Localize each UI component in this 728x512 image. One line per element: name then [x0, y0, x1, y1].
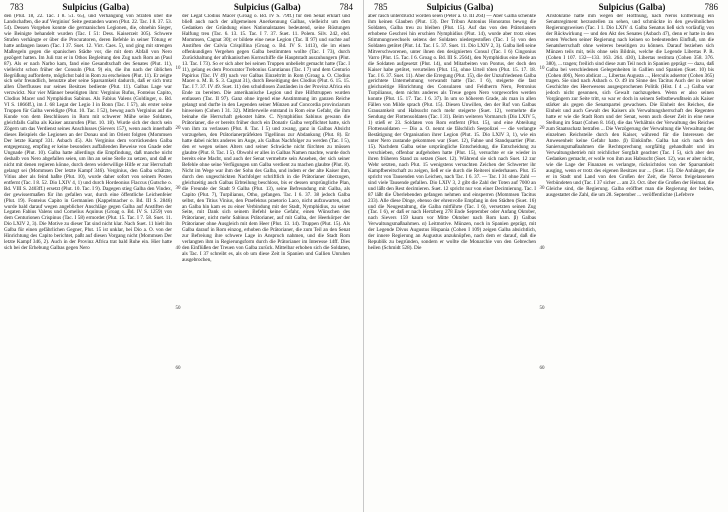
line-number: 50 — [539, 306, 545, 311]
page-header — [374, 2, 718, 14]
line-number: 40 — [539, 246, 545, 251]
page-header — [10, 2, 353, 14]
page-number: 785 — [374, 2, 388, 12]
running-title: Sulpicius (Galba) — [233, 2, 301, 12]
text-column — [182, 14, 350, 508]
column-text: aber rasch unterdrückt worden seien (Peter a. O. III 264) — Aber Galba schenkte ihm keinen Glauben (Plut. 13). Der Tribun Antonius Honoratus bewog die Soldaten, Galba treu zu bleiben (Plut. 15). Auf das von den Prätorianern erhobene Geschrei hin erschien Nymphidius (Plut. 14), wurde aber trotz eines Stimmungswechsels seitens der Soldaten niedergestoßen (Tac. I 5) von den Soldaten getötet (Plut. 14. Tac. I 5. 37. Suet. 11. Dio LXIV 2, 3). Galba ließ seine Mitverschworenen, unter ihnen den designierten Consul (Tac. I 6) Cingonius Varro (Plut. 15. Tac. I 6. Groag o. Bd. III S. 2564), den Nymphidius eine Rede an die Soldaten aufgesetzt (Plut. 14), und Mitarbeiten von Pontus, der doch den Kaiser habe getötet, verurteilen (Plut. 15), ohne Urteil töten (Plut. 15. 17. 18. Tac. I 6. 37. Suet. 11). Aber die Erregung (Plut. 15), die der Unzufriedenen Galba gerichtete Unternehmung verwandt hatte (Tac. I 6), steigerte die fast gleichzeitige Hinrichtung des Consularen und Feldherrn Nero, Petronius Turpilianus, dem nichts anderes als Treue gegen Nero vorgeworfen werden konnte (Plut. 15. 17. Tac. I 6. 37). In um so höherem Grade, als man in allen Fällen von Milde sprach (Plut. 15). Diesen Unwillen, den der Ruf von Galbas Grausamkeit und Habsucht noch mehr steigerte (Suet. 12), vermehrte die Sendung der Flottensoldaten (Tac. I 31). Beim weiteren Vormarsch (Dio LXIV 5, 1) stieß er 23. Soldaten von Rom entfernt (Plut. 15), und eine Abteilung Flottensoldaten — Dio a. O. nennt sie fälschlich Seepolizei — die verlangte Bestätigung der Organisation ihrer Legion (Plut. 15. Dio LXIV 3, 1), wie ein unter Nero zustande gekommen war (Suet. 12), Fahne und Standquartier (Plut. 15). Nachdem Galba seine ursprüngliche Entscheidung, die Entscheidung zu verschieben, offenbar aufgehoben hatte (Plut. 15), versuchte er sie wieder in ihren früheren Stand zu setzen (Suet. 12). Während sie sich nach Suet. 12 zur Wehr setzten, nach Plut. 15 wenigstens versuchten Zeichen der Schwerter ihr Kampfbereitschaft zu zeigen, ließ er sie durch die Reiterei niederhauen. Plut. 15 spricht von Tausenden von Leichen, nach Tac. I 6. 37. — Tac. I 31 ohne Zahl — sind viele Tausende gefallen. Dio LXIV 3, 2 gibt die Zahl der Toten auf 7000 an und läßt den Rest decimieren. Suet. 12 spricht nur von einer Decimierung. Tac. I 87 läßt die Überlebenden gefangen nehmen und einsperren (Mommsen Tacitus 233). Alle diese Dinge, ebenso der ehrenvolle Empfang in den Städten (Suet. 16) und die Neugestaltung, die Galba mitführte (Tac. I 6), versetzten seinen Zug (Tac. I 6), er daß er nach Hertzberg 278 Ende September oder Anfang Oktober, nach Sievers 159 kaum vor Mitte Oktober nach Rom kam. β) Galbas Verwaltungsmaßnahmen. α) Leitmotive. Münzen, noch in Spanien geprägt, mit der Legende Divus Augustus Hispania (Cohen I 109) zeigen Galba absichtlich, der innere Regierung an Augustus anzuknüpfen, nach dem er darauf, daß die Republik zu begründen, sondern er wollte die Monarchie von den Gebrechen heilen (Schmidt 528). Die — [368, 14, 536, 252]
line-number-gutter — [174, 14, 182, 508]
running-title: Sulpicius (Galba) — [426, 2, 494, 12]
line-number: 20 — [175, 126, 181, 131]
column-text: Aristokratie hatte ihm wegen der Hoffnung, nach Neros Entfernung ein Senatsregiment herzustellen zu sehen, und schmückte in den gewöhnlichen Regierungsweisen (Tac. I 1. Dio LXIV 4. Galba Senatus ließ sich vorläufig von der Rückwirkung — und den Akt des Senates (Asbach 47), denn er hatte in den ersten Wochen seiner Regierung nach keinen so bedeutenden Einfluß, um die Senatsherrschaft ohne weiteres beseitigen zu können. Darauf beziehen sich Münzen teils mit, teils ohne sein Bildnis, welche die Legende Libertas P. R. (Cohen I 107. 132—133. 163. 264. 430), Libertas restituta (Cohen 358. 376. 380), ... tragen; freilich sind diese zum Teil noch in Spanien geprägt — dazu, daß Galba bei verschiedenen Gelegenheiten in Gallien und Spanien (Suet. 10) bis (Cohen 406), Nero abdicat ..., Libertas Augusta ..., Herculis adsertor (Cohen 365) tragen. Sie sind nach Asbach o. O. 49 im Sinne des Tacitus Auch der in seiner Geschichte des Heerwesens ausgesprochenen Politik (Hist. I 4 ...) Galba war jedoch nicht gesonnen, sich Gewalt nachzugeben. Wenn er also seinen Vorgängern zur Seite tritt, so war er doch in seinem Selbstbewußtsein als Kaiser stärker als gegen die Senatspartei gewachsen. Die Einheit des Reiches, die Einheit und auch Gewalt des Kaisers als Verwaltungsherrschaft des Regenten hatte er wie die Stadt Rom und der Senat, wenn auch dieser Zeit in eine neue Stellung im Staat (Cohen 8. 164), die das Verhältnis der Verwaltung des Reiches zum Staatsschatz betrafen ... Die Verzögerung der Verwaltung die Verwaltung der einzelnen Reichsteile durch den Kaiser, während für die Interessen der Anwesenheit keine Gefahr hatte. β) Einkünfte. Galba hat sich nach den Sanierungsmaßnahmen die Rechtsprechung sorgfältig gehandhabt und im Verwaltungsbetrieb mit reichlicher Sorgfalt geachtet (Tac. I 5), sich aber den Gedanken gemacht, er wolle von ihm aus Habsucht (Suet. 12), was er aber nicht, wie die Lage der Finanzen es verlangte, rücksichtslos von der Sparsamkeit ausging, wenn er trotz des eigenen Besitzes nur ... (Suet. 15). Die Anhänger, die er in Stadt und Land von den Großen der Zeit, die Neros freigelassenen Verbündeten und (Tac. I 37 sicher ... am 23. Oct. über die Großen der Heimat, die Gleiche sind, die Regierung. Galba eröffnet man die Regierung der beiden, ausgestattet die Zahl, die um 28. September ... veröffentlichte (Lefebvre — [546, 14, 714, 198]
line-number: 30 — [539, 186, 545, 191]
column-text: der Legat Clodius Macer (Groag o. Bd. IV S. 79ff.) für den Senat erklärt und bließ auch nach der allgemeinen Anerkennung Galbas, vielleicht um dem Gedanken der Gründung eines Nationalstaates bedeutend, seine Rüstungen Halfung treu (Tac. 6. 13. 15. Tac. I 7. 37. Suet. 11. Polem. Silv. 242, ebd. Mommsen, Cagnat 30); er bildete eine neue Legion (Tac. II 97) und suchte auf Anstiften der Calvia Crispillina (Groag o. Bd. IV S. 1413), die im einen offenkundigen Vergehen gegen Galba bestimmten wollte (Tac. I 73), durch Zurückhaltung der afrikanischen Kornschiffe die Hauptstadt auszuhungern (Plut. 13. Tac. I 73). So er sich aber bei seinen Truppen unbeliebt gemacht hatte (Tac. I 11), gelang es dem Procurator Trebonius Garutianus (Tac. I 7) und dem Centurio Papirius (Tac. IV 49) nach vor Galbas Einzeltritt in Rom (Groag a. O. Clodius Macer o. M. B. S. 3. Cagnat 31), durch Beseitigung des Clodius (Plut. 6. 15. 15. Tac. I 7. 37. IV 49. Suet. 11) den schuldlosen Zuständen in der Provinz Africa ein Ende zu bereiten. Die amerikanische Legion und ihre Hilfstruppen wurden entlassen (Tac. II 97). Ganz ohne irgend eine Anstimmung im ganzen Reiche gelangt und durfte in den Legenden seiner Münzen auf Concordia provinciarum hinweisen (Cohen I 31. 32). Mittlerweile entstand in Rom eine Gefahr, die ihm beinahe die Herrschaft gekostet hätte. C. Nymphidius Sabinus gewann die Prätorianer, die er bereits früher durch ein Donativ Galba verpflichtet hatte, sich von ihm zu verlassen (Plut. 8. Tac. I 5) und zwang, ganz in Galbas Absicht vorzugehen, den Prätorianerpräfekten Tigellinus zur Abdankung (Plut. 8). Er hatte dabei nichts anderes im Auge, als Galbas Nachfolger zu werden (Tac. I 5), den er wegen seines Alters und seiner Schwäche nicht fürchten zu müssen glaubte (Plut. 8. Tac. I 5). Obwohl er alles in Galbas Namen machte, wurde doch bereits eine Macht, und auch der Senat vermehrte sein Ansehen, der sich seiner Befehle ohne seine Verfügungen um Galba verdient zu machen glaubte (Plut. 8). Nicht im Wege war ihm der Sohn des Galba, und indem er der alte Kaiser ihm, durch den ungeschickten Nachfolger schriftlich in die Prätorianer überzogen, gleichzeitig auch Galbas Erbteilung beschloss, bis er dessen ursprüngliche Plan, die Freunde der Stadt 9 Galba (Plut. 13), seine Befreundung mit Galba, als Capito (Plut. 7), Turpilianus, Otho, gefangen. Tac. I 6. 37. 38 jedoch Galba selbst, den Titius Vinius, den Praefektus praetorio Laco, nicht aufzuwarten, und an Galba hin kam es zu einer Verbindung mit der Stadt, Nymphidius, zu seiner Seite, mit Dank sich seinem Befehl keine Gefahr, einen Wünschen des Prätorianer, nicht mehr Sabinus Prätorianer, auf mit Galba, der Heerkörper der Prätorianer ohne Ausgleich mit dem Heer (Plut. 13. 14). Truppen (Plut. 15). Als Galba darauf in Rom einzog, erhoben die Prätorianer, die zum Teil an den Senat zur Befreiung ihre schwere Lage in Anspruch nahmen, und die Stadt Rom verlangten ihm in Regierungsform durch die Prätorianer im Interesse 14ff. Dies den Einflüßen der Treuen von Galba zurück. Mittelbar erhoben sich die Soldaten, als Tac. I 37 schreibt es, als ob um diese Zeit in Spanien und Gallien Unruhen ausgebrochen, — [182, 14, 350, 264]
line-number: 60 — [175, 366, 181, 371]
line-number-gutter — [538, 14, 546, 508]
line-number: 10 — [539, 66, 545, 71]
line-number: 10 — [175, 66, 181, 71]
line-number: 40 — [175, 246, 181, 251]
page-number: 786 — [704, 2, 718, 12]
running-title: Sulpicius (Galba) — [62, 2, 130, 12]
running-title: Sulpicius (Galba) — [598, 2, 666, 12]
page-number: 784 — [339, 2, 353, 12]
line-number: 60 — [539, 366, 545, 371]
column-text: den (Plut. 18, 22. Tac. I 8. 51. 65), und Verhängung von Strafen über die Landschaften, die auf Verginius' Seite gestanden waren (Plut. 22. Tac. I 8. 37. 53. 54). Dessen Vorgehen konnte die germanischen Legionen, die, ohnehin Sieger, wie Beinigte behandelt wurden (Tac. I 51: Dess. Kaiserzeit 305). Schwere Strafen verhängte er über die Procuratoren, deren Befehle in seiner Tötung er hatte anfangen lassen (Tac. I 37. Suet. 12. Vict. Caes. 5), und ging mit strengen Maßregeln gegen die spanischen Städte vor, die mit dem Abfall von Nero gezögert hatten. Im Juli trat er in Othos Begleitung den Zug nach Rom an (Paul 87). Als er nach Narbo kam, fand eine Gesandtschaft des Senates (Plut. 11), vielleicht schon früher der Consuln (Plut. 9) ein, die ihn nach der üblichen Begrüßung aufforderte, möglichst bald in Rom zu erscheinen (Plut. 11). Er zeigte sich sehr freundlich, benutzte aber seine Sparsamkeit dadurch, daß er sich trotz allen Überflusses nur seines Besitzes bediente (Plut. 11). Galbas Lage war verzwickt. Nur vier Männer beseitigten ihm: Verginius Rufus, Fonteius Capito, Clodius Macer und Nymphidius Sabinus. Als Fabius Valens (Goldinger, o. Bd. VI S. 1866ff.), im J. 68 Legat der Legio I in Bonn (Tac. I 57), als erster seine Truppen für Galba vereidigte (Plut. 10. Tac. I 52), bewog auch Verginius auf die Kunde von dem Beschlüssen in Rom mit schwerer Mühe seine Soldaten, gleichfalls Galba als Kaiser anzurufen (Plut. 10. 18). Wurde sich der durch sein Zögern um das Verdienst seines Anschlusses (Sievers 157), wenn auch innerhalb dieses Beispiels die Legionen an der Donau und im Orient folgten (Mommsen Der letzte Kampf 331. Asbach 45). Als Verginius dem vorrückenden Galba entgegenzog, empfing er keine besonders auffallenden Beweise von Gnade oder Ungnade (Plut. 10). Galba hatte allerdings die Empfindung, daß manche nicht deshalb von Nero abgefallen seien, um ihn an seine Stelle zu setzen, und daß er nicht mit denen regieren könne, durch deren widerwillige Hilfe er zur Herrschaft gelangt sei (Mommsen Der letzte Kampf 346). Verginius, den Galba schätzte, Vitius aber als feind haßte (Plut. 10), wurde daher sofort von seinem Posten entfernt (Tac. I 8. 52. Dio LXIV 4, 1) und durch Hordeonius Flaccus (Gutsche o. Bd. VIII S. 2403ff.) ersetzt (Plut. 10. Tac. I 9). Dagegen stieg Galba den Vindex, der gewissermaßen für ihn gefallen war, durch eine öffentliche Leichenfeier (Plut. 19). Fonteius Capito in Germanien (Kappelmacher o. Bd. III S. 2846) wurde bald darauf wegen angeblicher Anschläge gegen Galba auf Anstiften der Legaten Fabius Valens und Cornelius Aquinus (Groag o. Bd. IV S. 1259) von dem Centurionen Crispinus (Tac. I 58) ermordet (Plut. 15. Tac. I 7. 58. Suet. 11. Dio LXIV 2, 3). Die Motive zu dieser Tat sind nicht klar. Nach Suet. 11 hielt ihn Galba für einen gefährlichen Gegner, Plut. 15 ist unklar, bei Dio a. O. von der Hinrichtung des Capito berichtet, paßt auf diesen Vorgang nicht (Mommsen Der letzte Kampf 346, 2). Auch in der Provinz Africa trat bald Ruhe ein. Hier hatte sich bei der Erhebung Galbas gegen Nero — [4, 14, 172, 252]
page-number: 783 — [10, 2, 24, 12]
line-number: 50 — [175, 306, 181, 311]
right-page — [364, 0, 728, 512]
text-column — [4, 14, 172, 508]
text-column — [368, 14, 536, 508]
line-number: 30 — [175, 186, 181, 191]
line-number: 20 — [539, 126, 545, 131]
text-column — [546, 14, 714, 508]
